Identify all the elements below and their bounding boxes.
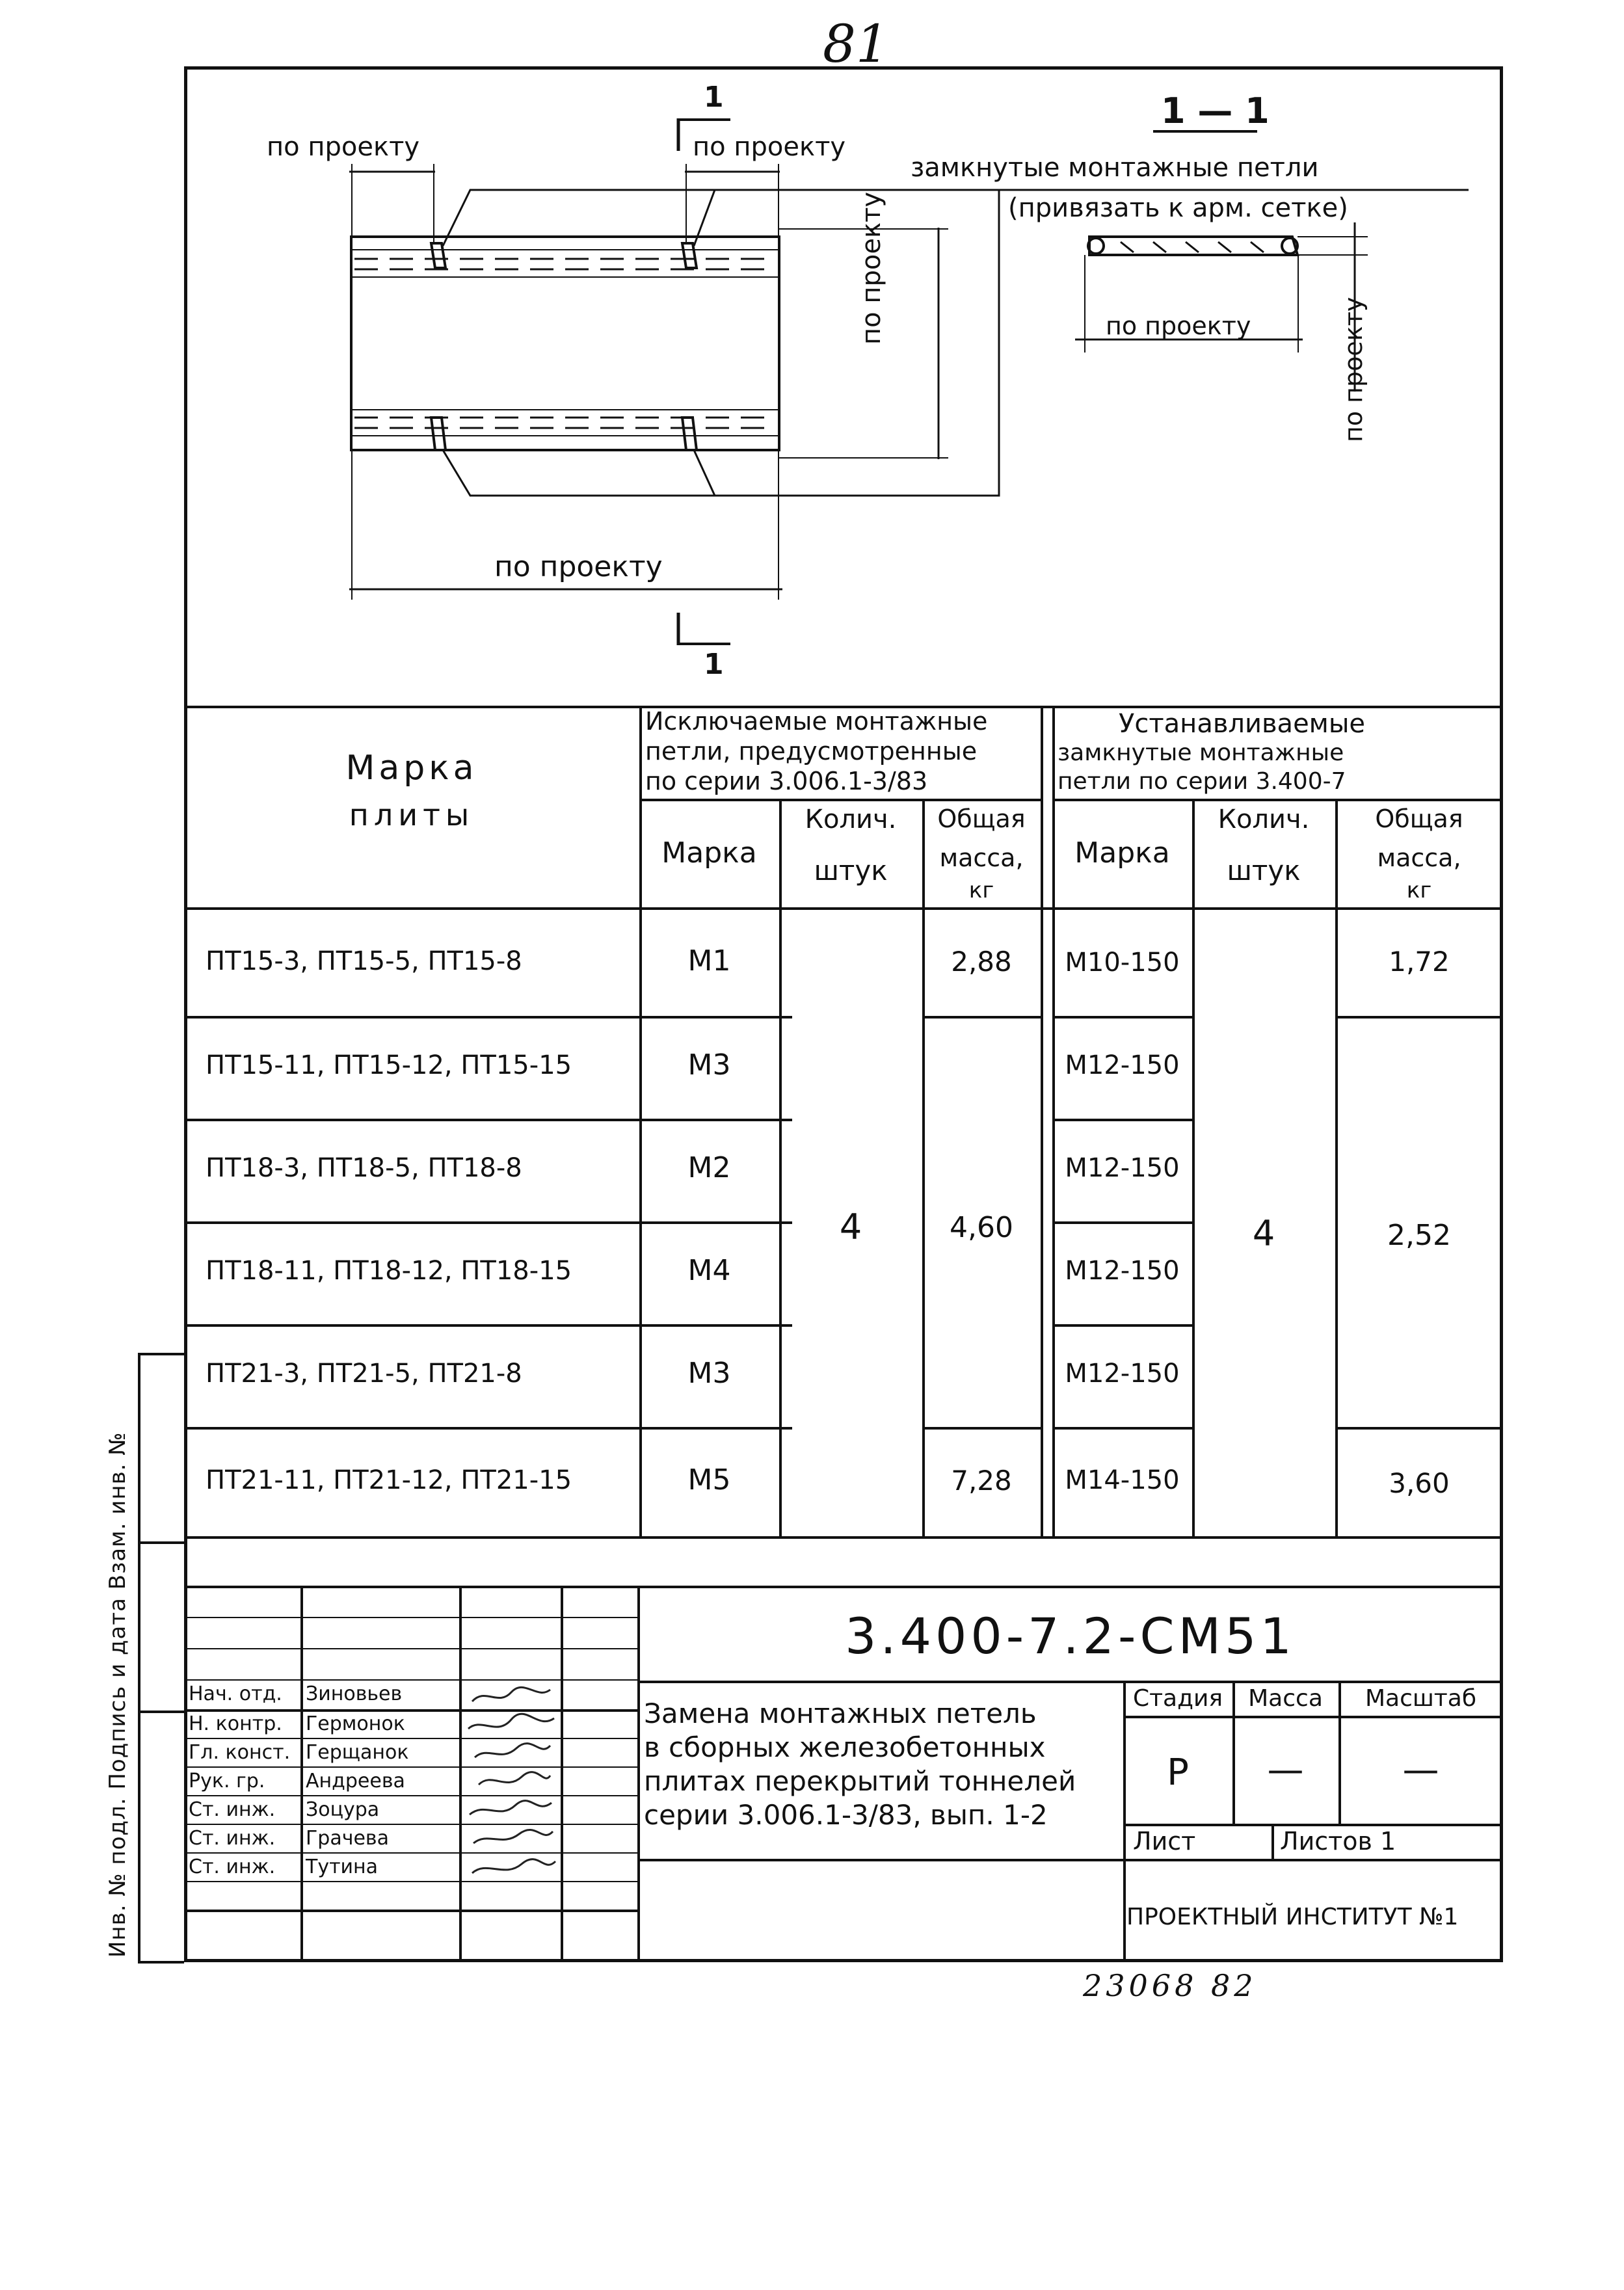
row-ex-mark: М3 — [687, 1357, 731, 1390]
sub-mass-excluded-2: масса, — [939, 844, 1024, 872]
signer-role: Рук. гр. — [189, 1770, 265, 1792]
sub-qty-installed-1: Колич. — [1218, 805, 1310, 834]
dim-section-width: по проекту — [1106, 312, 1251, 340]
in-mass-first: 1,72 — [1389, 946, 1450, 978]
signer-role: Н. контр. — [189, 1712, 282, 1735]
stage-value: Р — [1167, 1751, 1189, 1794]
row-ex-mark: М2 — [687, 1151, 731, 1184]
signer-name: Грачева — [306, 1827, 389, 1850]
sub-mass-excluded-3: кг — [968, 877, 994, 903]
signer-name: Зоцура — [306, 1798, 380, 1821]
callout-line1: замкнутые монтажные петли — [911, 153, 1319, 183]
group-installed-line1: Устанавливаемые — [1119, 709, 1366, 739]
section-title: 1 — 1 — [1161, 90, 1270, 131]
doc-title-line2: в сборных железобетонных — [644, 1731, 1046, 1763]
signer-role: Ст. инж. — [189, 1856, 276, 1878]
bottom-note: 23068 82 — [1083, 1968, 1257, 2003]
signer-name: Герщанок — [306, 1741, 409, 1764]
sub-qty-excluded-1: Колич. — [805, 805, 897, 834]
group-excluded-line3: по серии 3.006.1-3/83 — [645, 767, 928, 795]
ex-mass-last: 7,28 — [951, 1465, 1012, 1497]
dim-bottom: по проекту — [494, 550, 663, 583]
group-excluded-line1: Исключаемые монтажные — [645, 707, 988, 736]
row-in-mark: М12-150 — [1065, 1359, 1180, 1389]
row-ex-mark: М3 — [687, 1048, 731, 1082]
col-mark-sub: плиты — [349, 797, 475, 832]
section-label-bottom: 1 — [704, 648, 724, 681]
sub-qty-excluded-2: штук — [814, 855, 888, 886]
signer-role: Гл. конст. — [189, 1741, 291, 1764]
group-installed-line3: петли по серии 3.400-7 — [1058, 768, 1346, 795]
row-plates: ПТ18-11, ПТ18-12, ПТ18-15 — [206, 1256, 572, 1286]
dim-left-top: по проекту — [267, 132, 420, 162]
signer-name: Тутина — [306, 1856, 379, 1878]
mass-label: Масса — [1248, 1685, 1323, 1712]
ex-mass-first: 2,88 — [951, 946, 1012, 978]
row-ex-mark: М1 — [687, 944, 731, 978]
sub-mass-installed-3: кг — [1406, 877, 1432, 903]
row-plates: ПТ21-3, ПТ21-5, ПТ21-8 — [206, 1359, 522, 1389]
sub-mass-installed-1: Общая — [1375, 805, 1463, 833]
row-ex-mark: М5 — [687, 1463, 731, 1497]
row-plates: ПТ18-3, ПТ18-5, ПТ18-8 — [206, 1153, 522, 1183]
row-plates: ПТ15-11, ПТ15-12, ПТ15-15 — [206, 1050, 572, 1080]
doc-title-line3: плитах перекрытий тоннелей — [644, 1765, 1076, 1797]
signer-name: Зиновьев — [306, 1683, 403, 1705]
sub-mark-installed: Марка — [1074, 836, 1170, 870]
signer-role: Ст. инж. — [189, 1798, 276, 1821]
group-excluded-line2: петли, предусмотренные — [645, 737, 978, 766]
doc-title-line4: серии 3.006.1-3/83, вып. 1-2 — [644, 1799, 1048, 1831]
signer-role: Нач. отд. — [189, 1683, 282, 1705]
sub-mass-installed-2: масса, — [1377, 844, 1461, 872]
row-plates: ПТ15-3, ПТ15-5, ПТ15-8 — [206, 946, 522, 976]
sub-qty-installed-2: штук — [1227, 855, 1301, 886]
row-in-mark: М10-150 — [1065, 948, 1180, 978]
sub-mark-excluded: Марка — [661, 836, 757, 870]
dim-right-vertical: по проекту — [857, 191, 886, 345]
sheet-label: Лист — [1133, 1827, 1196, 1856]
col-mark-title: Марка — [345, 749, 478, 788]
signer-name: Андреева — [306, 1770, 405, 1792]
row-in-mark: М14-150 — [1065, 1465, 1180, 1495]
side-stamp: Инв. № подл. Подпись и дата Взам. инв. № — [105, 1431, 131, 1958]
callout-line2: (привязать к арм. сетке) — [1008, 193, 1348, 223]
doc-code: 3.400-7.2-СМ51 — [845, 1607, 1296, 1665]
row-in-mark: М12-150 — [1065, 1153, 1180, 1183]
signer-name: Гермонок — [306, 1712, 405, 1735]
scale-label: Масштаб — [1364, 1685, 1477, 1712]
row-plates: ПТ21-11, ПТ21-12, ПТ21-15 — [206, 1465, 572, 1495]
signer-role: Ст. инж. — [189, 1827, 276, 1850]
row-in-mark: М12-150 — [1065, 1050, 1180, 1080]
org-name: ПРОЕКТНЫЙ ИНСТИТУТ №1 — [1126, 1904, 1459, 1930]
row-in-mark: М12-150 — [1065, 1256, 1180, 1286]
sheets-label: Листов 1 — [1280, 1827, 1396, 1856]
section-label-top: 1 — [704, 81, 724, 114]
dim-center-top: по проекту — [693, 132, 846, 162]
in-mass-last: 3,60 — [1389, 1467, 1450, 1499]
in-qty: 4 — [1252, 1213, 1275, 1254]
dim-section-height: по проекту — [1339, 297, 1368, 442]
in-mass-mid: 2,52 — [1387, 1219, 1451, 1252]
doc-title-line1: Замена монтажных петель — [644, 1698, 1037, 1729]
ex-mass-mid: 4,60 — [950, 1211, 1013, 1244]
mass-value: — — [1267, 1749, 1304, 1791]
sub-mass-excluded-1: Общая — [937, 805, 1026, 833]
group-installed-line2: замкнутые монтажные — [1058, 739, 1344, 766]
ex-qty: 4 — [839, 1206, 862, 1247]
scale-value: — — [1402, 1749, 1439, 1791]
stage-label: Стадия — [1132, 1685, 1223, 1712]
row-ex-mark: М4 — [687, 1254, 731, 1287]
page-top-mark: 81 — [823, 14, 889, 74]
signatures — [459, 1681, 561, 1910]
